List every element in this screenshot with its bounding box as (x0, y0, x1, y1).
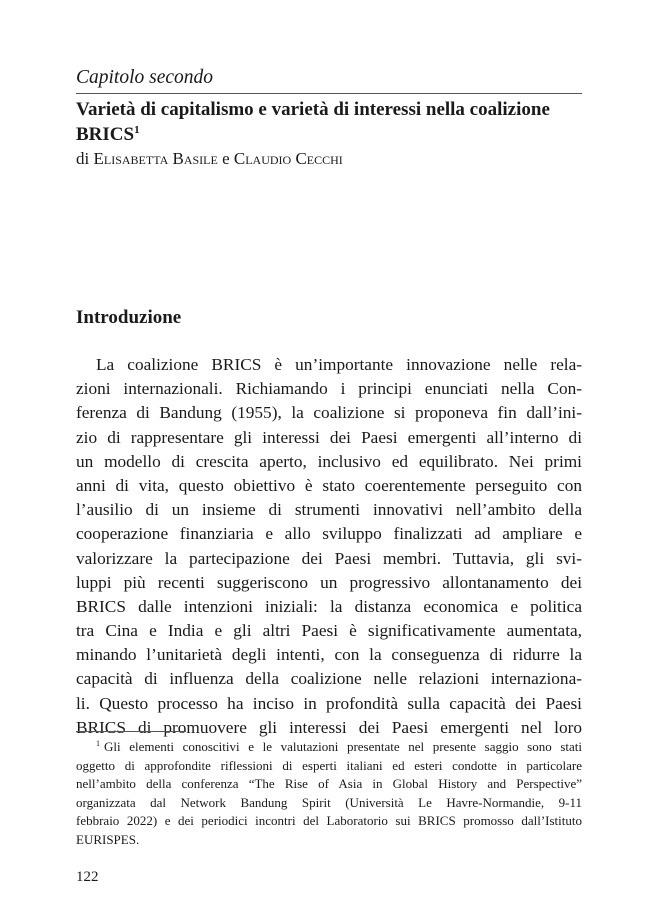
body-line: capacità di influenza della coalizione nelle relazioni internaziona- (76, 669, 582, 689)
chapter-label: Capitolo secondo (76, 67, 214, 88)
body-paragraph (76, 353, 582, 740)
header-divider (76, 93, 582, 94)
body-line: tra Cina e India e gli altri Paesi è significativamente aumentata, (76, 621, 582, 641)
body-line: BRICS di promuovere gli interessi dei Paesi emergenti nel loro (76, 717, 582, 737)
footnote-line: organizzata dal Network Bandung Spirit (Università Le Havre-Normandie, 9-11 (76, 794, 582, 810)
body-line: l’ausilio di un insieme di strumenti innovativi nell’ambito della (76, 500, 582, 520)
footnote-line: nell’ambito della conferenza “The Rise of Asia in Global History and Perspective” (76, 776, 582, 792)
section-heading: Introduzione (76, 307, 182, 328)
body-line: anni di vita, questo obiettivo è stato coerentemente perseguito con (76, 475, 582, 495)
footnote-line (76, 738, 582, 757)
body-line: li. Questo processo ha inciso in profondità sulla capacità dei Paesi (76, 693, 582, 713)
footnote-divider (76, 731, 186, 732)
footnote-line-text: Gli elementi conoscitivi e le valutazioni presentate nel presente saggio sono stati (104, 739, 582, 754)
body-line: valorizzare la partecipazione dei Paesi membri. Tuttavia, gli svi- (76, 548, 582, 568)
body-line: ferenza di Bandung (1955), la coalizione si proponeva fin dall’ini- (76, 403, 582, 423)
footnote-line: EURISPES. (76, 831, 140, 847)
body-line: zioni internazionali. Richiamando i principi enunciati nella Con- (76, 379, 582, 399)
byline-prefix: di (76, 149, 90, 168)
byline-conjunction: e (222, 149, 230, 168)
page-number: 122 (76, 869, 99, 885)
body-line: luppi più recenti suggeriscono un progressivo allontanamento dei (76, 572, 582, 592)
footnote-marker: 1 (96, 739, 100, 748)
chapter-title-text: Varietà di capitalismo e varietà di interessi nella coalizione BRICS (76, 99, 550, 145)
author-name: Elisabetta Basile (93, 149, 218, 168)
chapter-title (76, 97, 582, 147)
body-line: cooperazione finanziaria e allo sviluppo finalizzati ad ampliare e (76, 524, 582, 544)
title-footnote-ref[interactable]: 1 (134, 124, 140, 136)
body-line: La coalizione BRICS è un’importante innovazione nelle rela- (96, 355, 582, 374)
body-line: zio di rappresentare gli interessi dei Paesi emergenti all’interno di (76, 427, 582, 447)
footnote-line: oggetto di approfondite riflessioni di esperti italiani ed esteri condotte in particolare (76, 757, 582, 773)
body-line: BRICS dalle intenzioni iniziali: la distanza economica e politica (76, 596, 582, 616)
byline (76, 148, 343, 170)
body-line: minando l’unitarietà degli intenti, con la conseguenza di ridurre la (76, 645, 582, 665)
body-line: un modello di crescita aperto, inclusivo ed equilibrato. Nei primi (76, 451, 582, 471)
footnote-line: febbraio 2022) e dei periodici incontri del Laboratorio sui BRICS promosso dall’Istituto (76, 813, 582, 829)
author-name: Claudio Cecchi (233, 149, 343, 168)
footnote (76, 738, 582, 850)
